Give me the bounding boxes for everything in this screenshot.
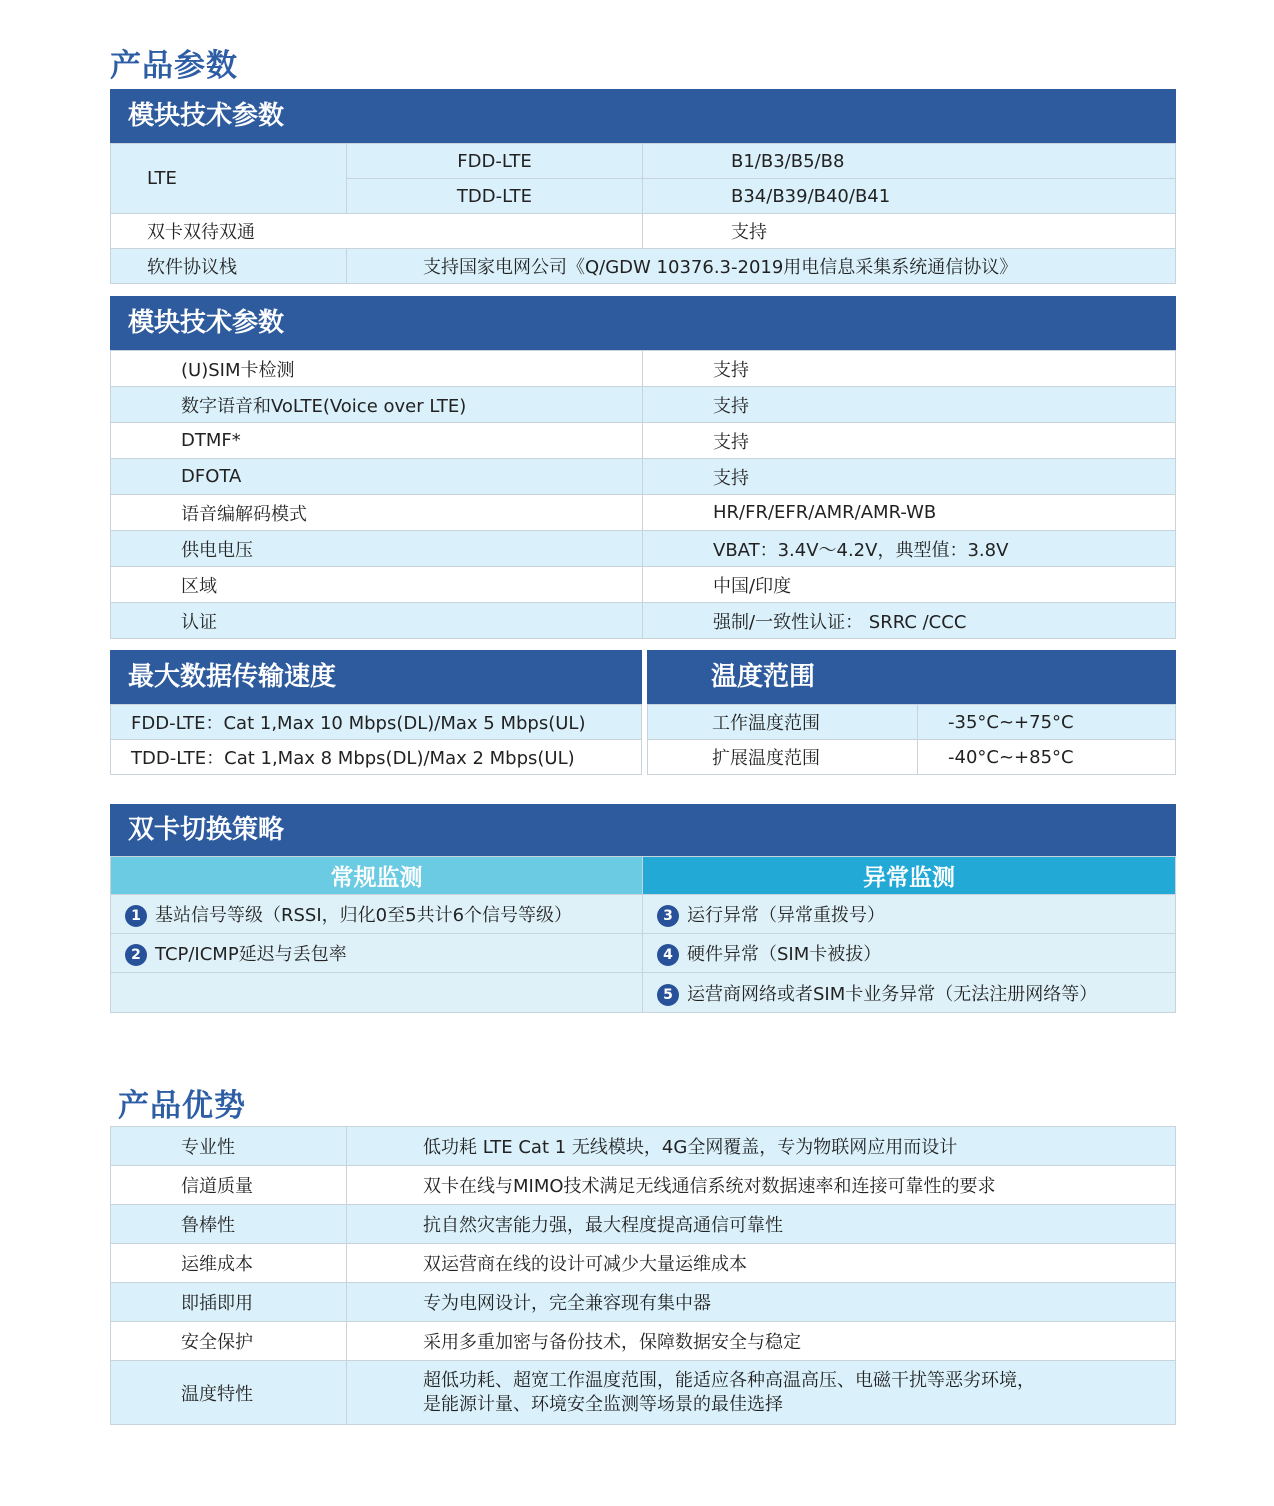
dual-value: 支持	[643, 214, 1176, 249]
adv-label: 安全保护	[111, 1322, 347, 1361]
number-badge-icon: 1	[125, 905, 147, 927]
param-value: 中国/印度	[643, 567, 1176, 603]
list-item: 1 基站信号等级（RSSI，归化0至5共计6个信号等级）	[111, 895, 643, 934]
temp-value: -35°C~+75°C	[918, 705, 1176, 740]
param-value: 强制/一致性认证： SRRC /CCC	[643, 603, 1176, 639]
adv-value: 低功耗 LTE Cat 1 无线模块，4G全网覆盖，专为物联网应用而设计	[347, 1127, 1176, 1166]
regular-monitor-header: 常规监测	[111, 857, 643, 895]
abnormal-monitor-header: 异常监测	[643, 857, 1176, 895]
dual-card-switch-table	[110, 804, 1176, 1013]
dual-label: 双卡双待双通	[111, 214, 643, 249]
list-item: 3 运行异常（异常重拨号）	[643, 895, 1176, 934]
number-badge-icon: 3	[657, 905, 679, 927]
param-label: 语音编解码模式	[111, 495, 643, 531]
module-params-table-1	[110, 89, 1176, 284]
adv-value: 双卡在线与MIMO技术满足无线通信系统对数据速率和连接可靠性的要求	[347, 1166, 1176, 1205]
number-badge-icon: 2	[125, 944, 147, 966]
param-value: 支持	[643, 423, 1176, 459]
temp-label: 扩展温度范围	[648, 740, 918, 775]
section-header: 最大数据传输速度	[110, 650, 642, 704]
adv-value: 抗自然灾害能力强，最大程度提高通信可靠性	[347, 1205, 1176, 1244]
section-header: 模块技术参数	[110, 296, 1176, 350]
param-label: DFOTA	[111, 459, 643, 495]
section-header: 模块技术参数	[110, 89, 1176, 143]
speed-row: TDD-LTE：Cat 1,Max 8 Mbps(DL)/Max 2 Mbps(UL)	[111, 740, 642, 775]
speed-row: FDD-LTE：Cat 1,Max 10 Mbps(DL)/Max 5 Mbps(UL)	[111, 705, 642, 740]
stack-value: 支持国家电网公司《Q/GDW 10376.3-2019用电信息采集系统通信协议》	[347, 249, 1176, 284]
param-label: DTMF*	[111, 423, 643, 459]
adv-value: 超低功耗、超宽工作温度范围，能适应各种高温高压、电磁干扰等恶劣环境， 是能源计量、环境安全监测等场景的最佳选择	[347, 1361, 1176, 1425]
params-title: 产品参数	[110, 48, 238, 84]
adv-label: 鲁棒性	[111, 1205, 347, 1244]
adv-label: 信道质量	[111, 1166, 347, 1205]
param-value: 支持	[643, 459, 1176, 495]
temp-value: -40°C~+85°C	[918, 740, 1176, 775]
param-label: 数字语音和VoLTE(Voice over LTE)	[111, 387, 643, 423]
module-params-table-2	[110, 296, 1176, 639]
adv-label: 运维成本	[111, 1244, 347, 1283]
param-value: VBAT：3.4V～4.2V，典型值：3.8V	[643, 531, 1176, 567]
empty-cell	[111, 973, 643, 1013]
tdd-bands: B34/B39/B40/B41	[643, 179, 1176, 214]
temp-table	[647, 650, 1176, 775]
adv-label: 即插即用	[111, 1283, 347, 1322]
number-badge-icon: 4	[657, 944, 679, 966]
temp-label: 工作温度范围	[648, 705, 918, 740]
tdd-label: TDD-LTE	[347, 179, 643, 214]
fdd-bands: B1/B3/B5/B8	[643, 144, 1176, 179]
advantages-title: 产品优势	[118, 1088, 246, 1124]
param-label: (U)SIM卡检测	[111, 351, 643, 387]
adv-label: 温度特性	[111, 1361, 347, 1425]
param-label: 认证	[111, 603, 643, 639]
section-header: 温度范围	[647, 650, 1176, 704]
adv-value: 采用多重加密与备份技术，保障数据安全与稳定	[347, 1322, 1176, 1361]
fdd-label: FDD-LTE	[347, 144, 643, 179]
adv-value: 专为电网设计，完全兼容现有集中器	[347, 1283, 1176, 1322]
stack-label: 软件协议栈	[111, 249, 347, 284]
adv-label: 专业性	[111, 1127, 347, 1166]
speed-table	[110, 650, 642, 775]
param-value: 支持	[643, 387, 1176, 423]
section-header: 双卡切换策略	[110, 804, 1176, 856]
advantages-table	[110, 1126, 1176, 1425]
lte-label: LTE	[111, 144, 347, 214]
adv-value: 双运营商在线的设计可减少大量运维成本	[347, 1244, 1176, 1283]
param-value: 支持	[643, 351, 1176, 387]
number-badge-icon: 5	[657, 984, 679, 1006]
list-item: 5 运营商网络或者SIM卡业务异常（无法注册网络等）	[643, 973, 1176, 1013]
param-label: 供电电压	[111, 531, 643, 567]
param-value: HR/FR/EFR/AMR/AMR-WB	[643, 495, 1176, 531]
list-item: 4 硬件异常（SIM卡被拔）	[643, 934, 1176, 973]
list-item: 2 TCP/ICMP延迟与丢包率	[111, 934, 643, 973]
param-label: 区域	[111, 567, 643, 603]
